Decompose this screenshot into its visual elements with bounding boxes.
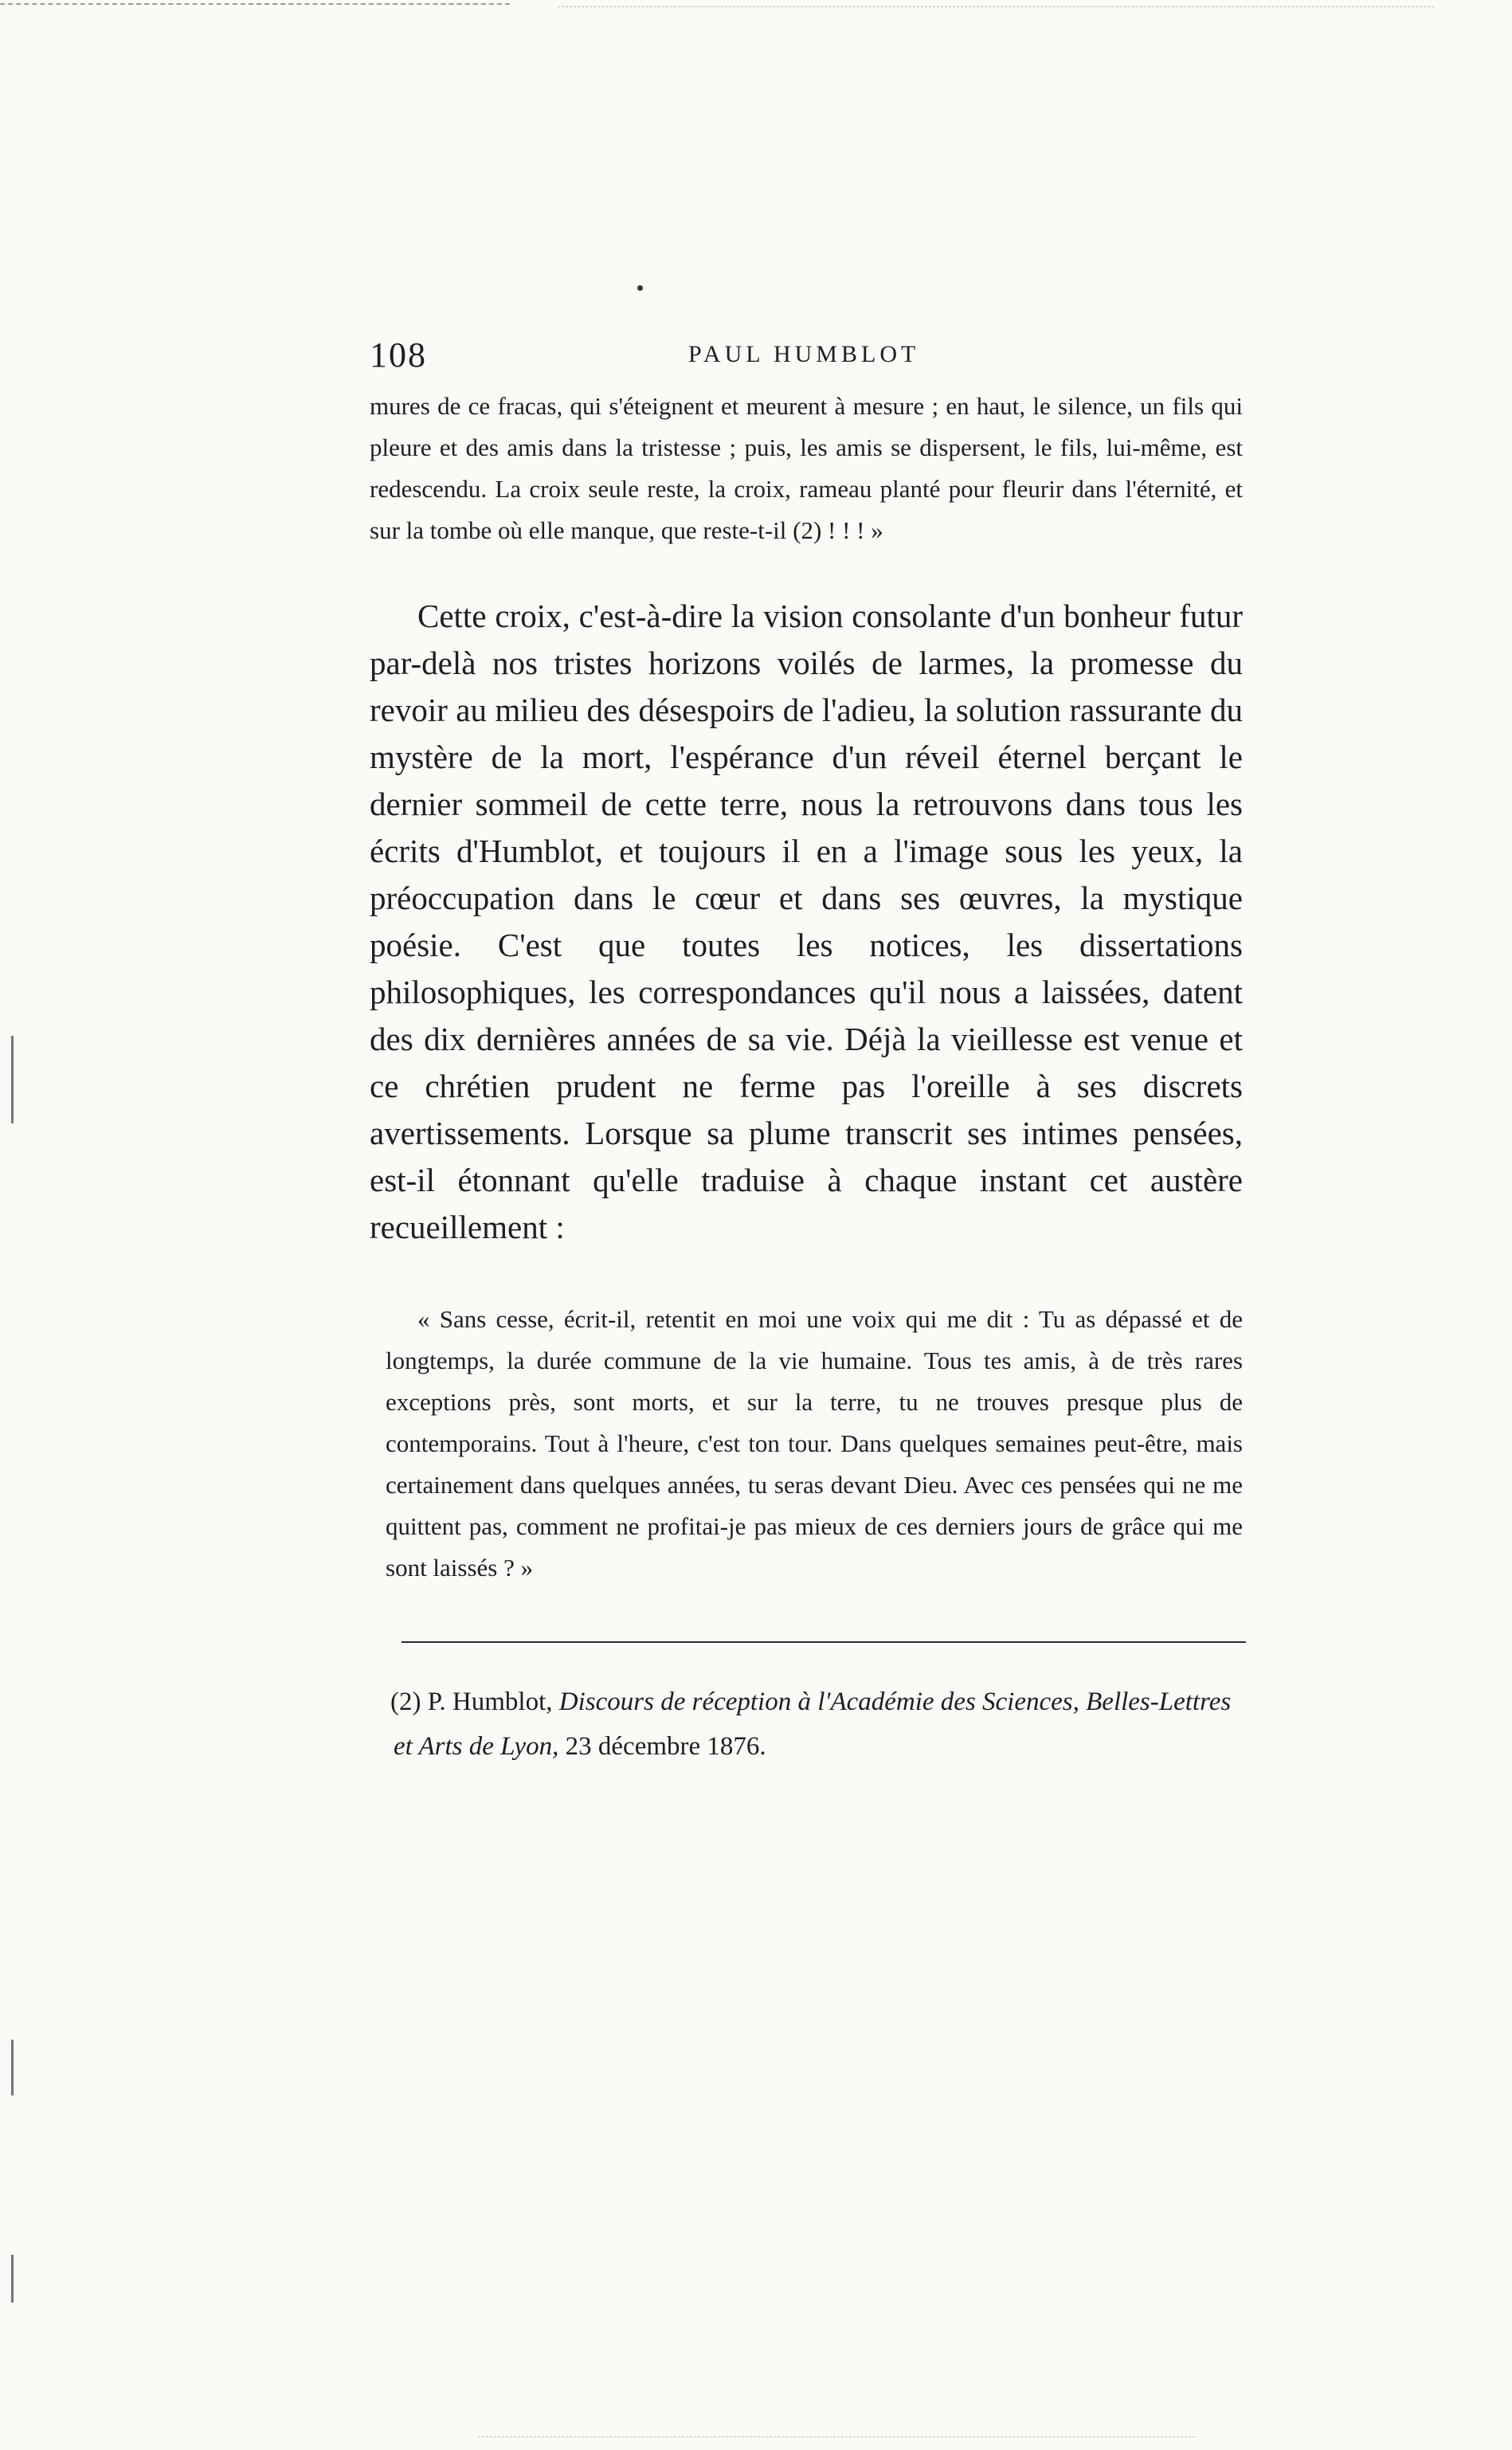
- scan-artifact-edge-mark: [11, 2255, 14, 2303]
- block-quote: « Sans cesse, écrit-il, retentit en moi une voix qui me dit : Tu as dépassé et de longtemps, la durée commune de la vie humaine. Tous tes amis, à de très rares exceptions près, sont morts, et sur la terre, tu ne trouves presque plus de contemporains. Tout à l'heure, c'est ton tour. Dans quelques semaines peut-être, mais certainement dans quelques années, tu seras devant Dieu. Avec ces pensées qui ne me quittent pas, comment ne profitai-je pas mieux de ces derniers jours de grâce qui me sont laissés ? »: [386, 1305, 1243, 1582]
- scan-artifact-top-rule: [0, 3, 510, 5]
- footnote-author: P. Humblot,: [427, 1688, 553, 1716]
- ink-speck: [637, 285, 643, 291]
- scan-artifact-edge-mark: [11, 1036, 14, 1123]
- page-number: 108: [370, 335, 427, 374]
- scan-artifact-top-rule: [558, 6, 1434, 7]
- footnote-date: 23 décembre 1876.: [565, 1732, 766, 1761]
- continued-quote: mures de ce fracas, qui s'éteignent et meurent à mesure ; en haut, le silence, un fils qui pleure et des amis dans la tristesse ; puis, les amis se dispersent, le fils, lui-même, est redescendu. La croix seule reste, la croix, rameau planté pour fleurir dans l'éternité, et sur la tombe où elle manque, que reste-t-il (2) ! ! ! »: [370, 392, 1243, 544]
- footnote: [390, 1680, 1243, 1769]
- book-page: [370, 335, 1243, 1769]
- scan-artifact-edge-mark: [11, 2040, 14, 2095]
- running-head: [370, 335, 1243, 386]
- running-title: PAUL HUMBLOT: [688, 341, 920, 367]
- footnote-separator: [402, 1641, 1246, 1643]
- body-paragraph: Cette croix, c'est-à-dire la vision consolante d'un bonheur futur par-delà nos tristes horizons voilés de larmes, la promesse du revoir au milieu des désespoirs de l'adieu, la solution rassurante du mystère de la mort, l'espérance d'un réveil éternel berçant le dernier sommeil de cette terre, nous la retrouvons dans tous les écrits d'Humblot, et toujours il en a l'image sous les yeux, la préoccupation dans le cœur et dans ses œuvres, la mystique poésie. C'est que toutes les notices, les dissertations philosophiques, les correspondances qu'il nous a laissées, datent des dix dernières années de sa vie. Déjà la vieillesse est venue et ce chrétien prudent ne ferme pas l'oreille à ses discrets avertissements. Lorsque sa plume transcrit ses intimes pensées, est-il étonnant qu'elle traduise à chaque instant cet austère recueillement :: [370, 598, 1243, 1245]
- scan-artifact-bottom-rule: [478, 2436, 1195, 2437]
- footnote-title: Discours de réception à l'Académie des Sciences, Belles-Lettres et Arts de Lyon,: [394, 1688, 1232, 1761]
- footnote-marker: (2): [390, 1688, 421, 1716]
